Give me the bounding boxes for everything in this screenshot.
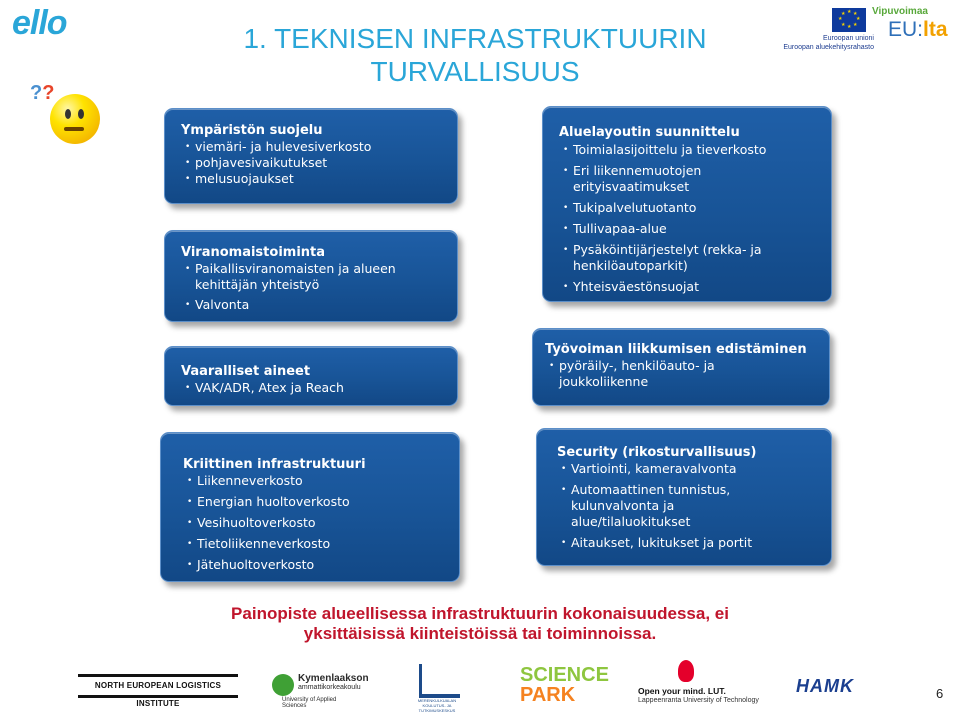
box-list bbox=[545, 358, 829, 390]
list-item: • pohjavesivaikutukset bbox=[181, 155, 457, 171]
emphasis-line-1: Painopiste alueellisessa infrastruktuurin kokonaisuudessa, ei bbox=[231, 604, 729, 623]
page-number: 6 bbox=[936, 686, 944, 701]
eu-text bbox=[778, 34, 874, 52]
list-item: • Yhteisväestönsuojat bbox=[559, 279, 831, 295]
eu-text-1: Euroopan unioni bbox=[823, 35, 874, 42]
box-heading: Viranomaistoiminta bbox=[181, 245, 326, 260]
kyamk-text-2: ammattikorkeakoulu bbox=[298, 684, 361, 691]
box-heading: Työvoiman liikkumisen edistäminen bbox=[545, 342, 807, 357]
list-item: • Tukipalvelutuotanto bbox=[559, 200, 831, 216]
hamk-logo: HAMK bbox=[796, 676, 854, 696]
emphasis-line-2: yksittäisissä kiinteistöissä tai toiminnoissa. bbox=[303, 624, 657, 643]
park-text: PARK bbox=[520, 684, 576, 706]
box-security bbox=[536, 428, 832, 566]
box-list bbox=[559, 142, 831, 295]
mkc-logo bbox=[413, 660, 461, 713]
title-line-1: 1. TEKNISEN INFRASTRUKTUURIN bbox=[243, 23, 707, 54]
box-heading: Vaaralliset aineet bbox=[181, 364, 311, 379]
nel-logo: NORTH EUROPEAN LOGISTICS INSTITUTE bbox=[78, 674, 238, 698]
emphasis-text bbox=[140, 604, 820, 644]
list-item: • Jätehuoltoverkosto bbox=[183, 557, 459, 573]
box-environment bbox=[164, 108, 458, 204]
kyamk-logo bbox=[272, 672, 369, 709]
lut-mark-icon bbox=[678, 660, 694, 682]
box-list bbox=[557, 461, 831, 551]
question-marks-icon: ?? bbox=[30, 82, 55, 104]
eulta-part-1: EU: bbox=[888, 18, 924, 41]
box-authorities bbox=[164, 230, 458, 322]
box-heading: Security (rikosturvallisuus) bbox=[557, 445, 757, 460]
list-item: • Energian huoltoverkosto bbox=[183, 494, 459, 510]
list-item: • Paikallisviranomaisten ja alueen kehittäjän yhteistyö bbox=[181, 261, 445, 293]
kyamk-text-3: University of Applied Sciences bbox=[282, 697, 337, 709]
crane-icon bbox=[419, 664, 460, 698]
list-item: • Aitaukset, lukitukset ja portit bbox=[557, 535, 831, 551]
list-item: • Pysäköintijärjestelyt (rekka- ja henkilöautoparkit) bbox=[559, 242, 793, 274]
box-list bbox=[181, 261, 457, 313]
kyamk-mark-icon bbox=[272, 674, 294, 696]
list-item: • Tullivapaa-alue bbox=[559, 221, 831, 237]
box-critical-infrastructure bbox=[160, 432, 460, 582]
box-list bbox=[181, 380, 457, 396]
thinking-smiley-icon bbox=[50, 94, 100, 144]
list-item: • melusuojaukset bbox=[181, 171, 457, 187]
box-list bbox=[183, 473, 459, 573]
eulta-logo bbox=[888, 18, 948, 42]
list-item: • Valvonta bbox=[181, 297, 457, 313]
list-item: • Liikenneverkosto bbox=[183, 473, 459, 489]
list-item: • Tietoliikenneverkosto bbox=[183, 536, 459, 552]
eulta-part-2: lta bbox=[923, 18, 948, 41]
ello-logo: ello bbox=[12, 4, 67, 42]
list-item: • Vartiointi, kameravalvonta bbox=[557, 461, 831, 477]
page-title bbox=[180, 22, 770, 88]
lut-logo bbox=[634, 660, 759, 706]
list-item: • viemäri- ja hulevesiverkosto bbox=[181, 139, 457, 155]
eu-flag-icon: ★ ★ ★ ★ ★ ★ ★ ★ bbox=[832, 8, 866, 32]
box-heading: Aluelayoutin suunnittelu bbox=[559, 125, 740, 140]
list-item: • Eri liikennemuotojen erityisvaatimukset bbox=[559, 163, 743, 195]
science-text: SCIENCE bbox=[520, 664, 609, 686]
list-item: • Automaattinen tunnistus, kulunvalvonta ja alue/tilaluokitukset bbox=[557, 482, 761, 530]
title-line-2: TURVALLISUUS bbox=[370, 56, 580, 87]
box-heading: Ympäristön suojelu bbox=[181, 123, 323, 138]
list-item: • Vesihuoltoverkosto bbox=[183, 515, 459, 531]
mkc-text: MERENKULKUALAN KOULUTUS- JA TUTKIMUSKESKUS bbox=[417, 698, 457, 713]
box-workforce-mobility bbox=[532, 328, 830, 406]
science-park-logo bbox=[520, 664, 609, 706]
list-item: • Toimialasijoittelu ja tieverkosto bbox=[559, 142, 831, 158]
box-list bbox=[181, 139, 457, 187]
list-item: • pyöräily-, henkilöauto- ja joukkoliikenne bbox=[545, 358, 759, 390]
box-area-layout bbox=[542, 106, 832, 302]
list-item: • VAK/ADR, Atex ja Reach bbox=[181, 380, 457, 396]
box-heading: Kriittinen infrastruktuuri bbox=[183, 457, 366, 472]
eu-funding-logos bbox=[778, 6, 956, 52]
eu-text-2: Euroopan aluekehitysrahasto bbox=[783, 44, 874, 51]
kyamk-text-1: Kymenlaakson bbox=[298, 673, 369, 684]
vipuvoimaa-text: Vipuvoimaa bbox=[872, 6, 928, 17]
box-hazardous-materials bbox=[164, 346, 458, 406]
lut-text-1: Open your mind. LUT. bbox=[638, 686, 726, 696]
lut-text-2: Lappeenranta University of Technology bbox=[638, 697, 759, 704]
